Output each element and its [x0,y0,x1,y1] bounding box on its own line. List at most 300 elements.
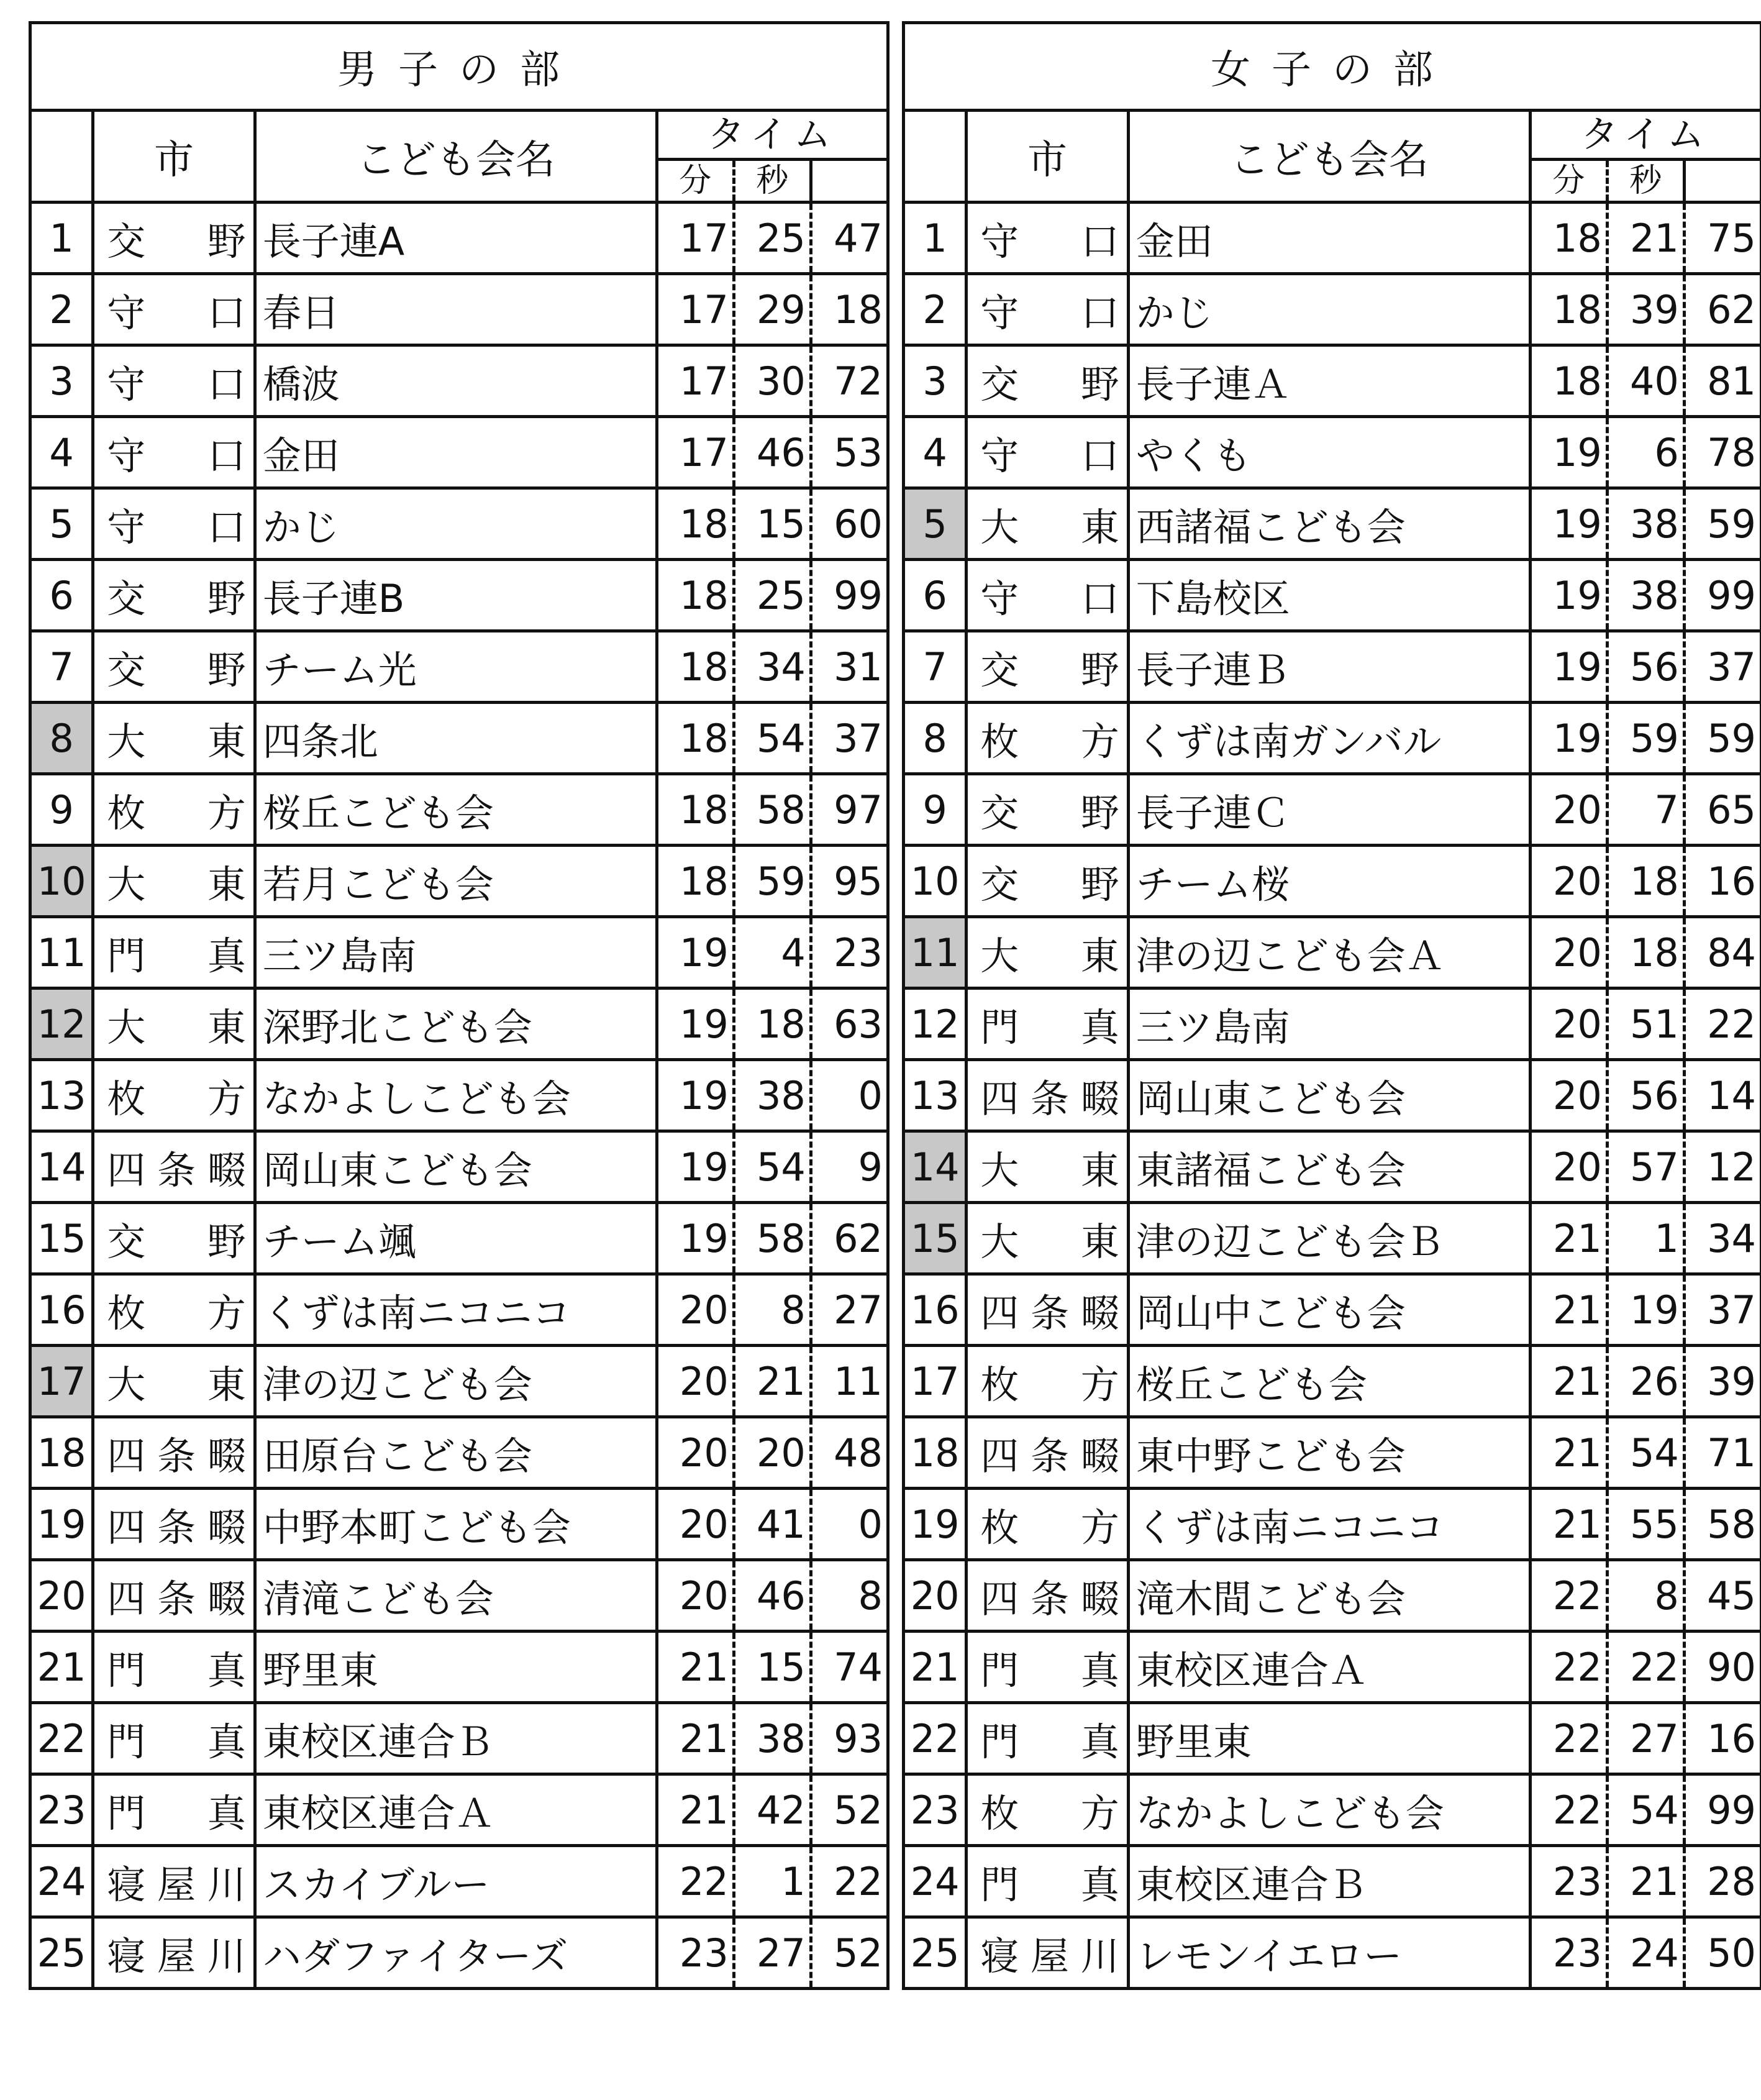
city-cell: 枚方 [93,1060,255,1131]
time-fraction-cell: 48 [811,1417,888,1489]
result-row [30,1703,888,1774]
city-cell: 門真 [967,1846,1128,1917]
time-minutes-cell: 17 [657,203,734,274]
result-row [904,703,1761,774]
rank-cell: 22 [30,1703,93,1774]
rank-cell: 13 [30,1060,93,1131]
time-header: タイム [1530,111,1761,160]
time-fraction-cell: 52 [811,1774,888,1846]
girls-results-panel [902,21,1761,1990]
city-cell: 枚方 [967,1489,1128,1560]
time-seconds-cell: 21 [1607,203,1684,274]
club-name-cell: 東校区連合Ａ [255,1774,657,1846]
time-minutes-cell: 18 [657,631,734,703]
result-row [30,1774,888,1846]
time-minutes-cell: 23 [1530,1917,1607,1989]
seconds-header: 秒 [1607,160,1684,203]
rank-cell: 10 [904,846,967,917]
time-fraction-cell: 99 [1684,560,1761,631]
time-fraction-cell: 37 [1684,1274,1761,1346]
club-name-cell: 東校区連合Ｂ [255,1703,657,1774]
time-seconds-cell: 46 [734,417,811,488]
rank-cell: 19 [904,1489,967,1560]
club-name-cell: 桜丘こども会 [255,774,657,846]
time-fraction-cell: 95 [811,846,888,917]
club-name-cell: かじ [255,488,657,560]
rank-cell: 3 [904,345,967,417]
result-row [30,417,888,488]
rank-cell: 16 [30,1274,93,1346]
rank-cell: 1 [904,203,967,274]
rank-header-cell [904,111,967,203]
time-fraction-cell: 39 [1684,1346,1761,1417]
rank-cell: 9 [904,774,967,846]
city-cell: 寝屋川 [93,1846,255,1917]
city-cell: 四条畷 [967,1060,1128,1131]
time-seconds-cell: 34 [734,631,811,703]
time-fraction-cell: 72 [811,345,888,417]
result-row [30,1560,888,1632]
time-fraction-cell: 52 [811,1917,888,1989]
city-cell: 交野 [967,846,1128,917]
time-seconds-cell: 6 [1607,417,1684,488]
club-name-cell: 岡山中こども会 [1128,1274,1530,1346]
result-row [904,846,1761,917]
rank-cell: 6 [30,560,93,631]
club-name-cell: 三ツ島南 [1128,988,1530,1060]
time-minutes-cell: 20 [657,1489,734,1560]
time-fraction-cell: 37 [1684,631,1761,703]
result-row [904,488,1761,560]
city-cell: 枚方 [967,1774,1128,1846]
result-row [904,1703,1761,1774]
city-cell: 四条畷 [967,1560,1128,1632]
city-cell: 四条畷 [967,1274,1128,1346]
rank-cell: 15 [904,1203,967,1274]
time-fraction-cell: 65 [1684,774,1761,846]
club-name-cell: 東中野こども会 [1128,1417,1530,1489]
time-seconds-cell: 57 [1607,1131,1684,1203]
result-row [904,1489,1761,1560]
time-seconds-cell: 1 [1607,1203,1684,1274]
time-fraction-cell: 93 [811,1703,888,1774]
result-row [30,345,888,417]
club-name-cell: 春日 [255,274,657,345]
time-minutes-cell: 17 [657,417,734,488]
result-row [30,560,888,631]
time-seconds-cell: 59 [734,846,811,917]
time-fraction-cell: 99 [1684,1774,1761,1846]
rank-cell: 6 [904,560,967,631]
time-fraction-cell: 74 [811,1632,888,1703]
girls-section-title: 女子の部 [904,23,1761,111]
club-header: こども会名 [255,111,657,203]
result-row [904,417,1761,488]
club-name-cell: 桜丘こども会 [1128,1346,1530,1417]
club-name-cell: 野里東 [255,1632,657,1703]
city-cell: 大東 [93,988,255,1060]
city-cell: 枚方 [967,1346,1128,1417]
result-row [904,1346,1761,1417]
club-name-cell: 長子連Ａ [1128,345,1530,417]
time-seconds-cell: 15 [734,1632,811,1703]
club-name-cell: 野里東 [1128,1703,1530,1774]
city-cell: 寝屋川 [93,1917,255,1989]
club-name-cell: かじ [1128,274,1530,345]
rank-cell: 22 [904,1703,967,1774]
result-row [904,1417,1761,1489]
result-row [904,1917,1761,1989]
city-cell: 守口 [967,203,1128,274]
time-fraction-cell: 75 [1684,203,1761,274]
rank-cell: 24 [904,1846,967,1917]
time-minutes-cell: 23 [657,1917,734,1989]
time-minutes-cell: 21 [1530,1346,1607,1417]
time-fraction-cell: 71 [1684,1417,1761,1489]
rank-cell: 5 [30,488,93,560]
city-cell: 守口 [93,274,255,345]
time-fraction-cell: 9 [811,1131,888,1203]
time-seconds-cell: 27 [734,1917,811,1989]
city-cell: 大東 [93,1346,255,1417]
rank-cell: 12 [904,988,967,1060]
time-minutes-cell: 20 [1530,917,1607,988]
time-fraction-cell: 81 [1684,345,1761,417]
time-fraction-cell: 31 [811,631,888,703]
time-minutes-cell: 21 [657,1703,734,1774]
time-seconds-cell: 58 [734,1203,811,1274]
time-minutes-cell: 20 [657,1346,734,1417]
club-name-cell: 中野本町こども会 [255,1489,657,1560]
city-cell: 四条畷 [93,1489,255,1560]
rank-cell: 4 [904,417,967,488]
club-name-cell: 金田 [255,417,657,488]
club-name-cell: 金田 [1128,203,1530,274]
time-header: タイム [657,111,888,160]
city-cell: 枚方 [967,703,1128,774]
time-minutes-cell: 19 [657,988,734,1060]
time-minutes-cell: 17 [657,274,734,345]
time-minutes-cell: 19 [1530,560,1607,631]
result-row [30,1489,888,1560]
time-minutes-cell: 21 [1530,1274,1607,1346]
result-row [30,1917,888,1989]
result-row [30,846,888,917]
time-seconds-cell: 38 [734,1703,811,1774]
city-cell: 大東 [93,846,255,917]
club-name-cell: 岡山東こども会 [1128,1060,1530,1131]
city-cell: 交野 [967,345,1128,417]
result-row [30,203,888,274]
club-name-cell: チーム光 [255,631,657,703]
result-row [904,631,1761,703]
time-seconds-cell: 30 [734,345,811,417]
time-seconds-cell: 41 [734,1489,811,1560]
time-seconds-cell: 25 [734,203,811,274]
time-seconds-cell: 55 [1607,1489,1684,1560]
time-fraction-cell: 99 [811,560,888,631]
club-name-cell: 西諸福こども会 [1128,488,1530,560]
fraction-header [811,160,888,203]
city-cell: 門真 [967,1703,1128,1774]
city-cell: 大東 [967,1203,1128,1274]
time-minutes-cell: 19 [657,1131,734,1203]
result-row [30,1346,888,1417]
result-row [30,1131,888,1203]
time-seconds-cell: 51 [1607,988,1684,1060]
result-row [30,1632,888,1703]
girls-table-body [904,23,1761,1989]
time-seconds-cell: 40 [1607,345,1684,417]
time-fraction-cell: 62 [811,1203,888,1274]
time-minutes-cell: 20 [657,1417,734,1489]
time-fraction-cell: 18 [811,274,888,345]
rank-cell: 20 [904,1560,967,1632]
time-seconds-cell: 59 [1607,703,1684,774]
time-seconds-cell: 38 [1607,488,1684,560]
club-name-cell: 東校区連合Ａ [1128,1632,1530,1703]
city-cell: 大東 [93,703,255,774]
result-row [904,1560,1761,1632]
boys-results-table [29,21,890,1990]
time-fraction-cell: 8 [811,1560,888,1632]
time-fraction-cell: 84 [1684,917,1761,988]
club-name-cell: 長子連Ｃ [1128,774,1530,846]
result-row [30,774,888,846]
time-fraction-cell: 90 [1684,1632,1761,1703]
rank-cell: 17 [904,1346,967,1417]
club-name-cell: 深野北こども会 [255,988,657,1060]
city-header: 市 [967,111,1128,203]
club-name-cell: 長子連B [255,560,657,631]
time-seconds-cell: 15 [734,488,811,560]
city-cell: 守口 [93,345,255,417]
city-cell: 交野 [967,631,1128,703]
club-name-cell: 岡山東こども会 [255,1131,657,1203]
rank-cell: 2 [30,274,93,345]
club-name-cell: くずは南ニコニコ [255,1274,657,1346]
time-seconds-cell: 58 [734,774,811,846]
result-row [904,345,1761,417]
time-minutes-cell: 22 [1530,1774,1607,1846]
time-fraction-cell: 47 [811,203,888,274]
result-row [30,1203,888,1274]
time-fraction-cell: 27 [811,1274,888,1346]
rank-cell: 18 [904,1417,967,1489]
boys-section-title: 男子の部 [30,23,888,111]
time-minutes-cell: 18 [1530,345,1607,417]
club-name-cell: レモンイエロー [1128,1917,1530,1989]
club-name-cell: ハダファイターズ [255,1917,657,1989]
club-name-cell: 津の辺こども会Ａ [1128,917,1530,988]
rank-cell: 4 [30,417,93,488]
time-minutes-cell: 19 [1530,488,1607,560]
rank-cell: 7 [904,631,967,703]
result-row [904,274,1761,345]
time-seconds-cell: 21 [734,1346,811,1417]
club-name-cell: なかよしこども会 [255,1060,657,1131]
club-name-cell: 東諸福こども会 [1128,1131,1530,1203]
boys-table-body [30,23,888,1989]
rank-cell: 11 [30,917,93,988]
city-cell: 門真 [967,988,1128,1060]
time-minutes-cell: 19 [1530,631,1607,703]
time-minutes-cell: 19 [657,917,734,988]
time-seconds-cell: 21 [1607,1846,1684,1917]
time-seconds-cell: 27 [1607,1703,1684,1774]
rank-cell: 8 [904,703,967,774]
city-cell: 守口 [967,417,1128,488]
time-minutes-cell: 17 [657,345,734,417]
time-seconds-cell: 54 [734,703,811,774]
club-name-cell: 津の辺こども会Ｂ [1128,1203,1530,1274]
result-row [904,1846,1761,1917]
city-header: 市 [93,111,255,203]
time-minutes-cell: 21 [657,1632,734,1703]
city-cell: 四条畷 [93,1417,255,1489]
city-cell: 交野 [967,774,1128,846]
city-cell: 交野 [93,631,255,703]
time-seconds-cell: 46 [734,1560,811,1632]
club-header: こども会名 [1128,111,1530,203]
club-name-cell: 滝木間こども会 [1128,1560,1530,1632]
club-name-cell: やくも [1128,417,1530,488]
time-seconds-cell: 54 [734,1131,811,1203]
time-minutes-cell: 19 [1530,703,1607,774]
rank-cell: 12 [30,988,93,1060]
club-name-cell: スカイブルー [255,1846,657,1917]
time-fraction-cell: 14 [1684,1060,1761,1131]
result-row [904,1774,1761,1846]
time-seconds-cell: 8 [1607,1560,1684,1632]
time-seconds-cell: 18 [1607,846,1684,917]
club-name-cell: 三ツ島南 [255,917,657,988]
result-row [904,917,1761,988]
time-minutes-cell: 20 [657,1560,734,1632]
city-cell: 門真 [93,917,255,988]
time-fraction-cell: 16 [1684,846,1761,917]
time-seconds-cell: 42 [734,1774,811,1846]
result-row [904,203,1761,274]
city-cell: 門真 [967,1632,1128,1703]
rank-cell: 19 [30,1489,93,1560]
rank-cell: 11 [904,917,967,988]
city-cell: 枚方 [93,774,255,846]
time-fraction-cell: 0 [811,1489,888,1560]
result-row [904,774,1761,846]
time-seconds-cell: 38 [1607,560,1684,631]
time-minutes-cell: 22 [657,1846,734,1917]
result-row [904,1060,1761,1131]
city-cell: 守口 [967,274,1128,345]
city-cell: 寝屋川 [967,1917,1128,1989]
time-fraction-cell: 58 [1684,1489,1761,1560]
city-cell: 守口 [967,560,1128,631]
club-name-cell: 橋波 [255,345,657,417]
time-seconds-cell: 7 [1607,774,1684,846]
city-cell: 四条畷 [93,1560,255,1632]
time-fraction-cell: 23 [811,917,888,988]
time-seconds-cell: 18 [1607,917,1684,988]
rank-cell: 13 [904,1060,967,1131]
time-minutes-cell: 20 [1530,846,1607,917]
time-minutes-cell: 18 [1530,203,1607,274]
city-cell: 交野 [93,203,255,274]
club-name-cell: 長子連A [255,203,657,274]
time-fraction-cell: 12 [1684,1131,1761,1203]
rank-cell: 5 [904,488,967,560]
time-fraction-cell: 11 [811,1346,888,1417]
time-minutes-cell: 18 [657,488,734,560]
time-minutes-cell: 20 [1530,774,1607,846]
time-fraction-cell: 62 [1684,274,1761,345]
rank-cell: 3 [30,345,93,417]
time-seconds-cell: 20 [734,1417,811,1489]
time-minutes-cell: 22 [1530,1703,1607,1774]
result-row [30,1846,888,1917]
time-minutes-cell: 23 [1530,1846,1607,1917]
time-minutes-cell: 18 [657,560,734,631]
time-seconds-cell: 18 [734,988,811,1060]
seconds-header: 秒 [734,160,811,203]
time-minutes-cell: 18 [657,774,734,846]
time-seconds-cell: 54 [1607,1774,1684,1846]
rank-cell: 14 [904,1131,967,1203]
result-row [904,988,1761,1060]
time-fraction-cell: 0 [811,1060,888,1131]
result-row [30,917,888,988]
time-fraction-cell: 34 [1684,1203,1761,1274]
club-name-cell: 長子連Ｂ [1128,631,1530,703]
rank-cell: 25 [904,1917,967,1989]
rank-cell: 24 [30,1846,93,1917]
result-row [904,1203,1761,1274]
city-cell: 四条畷 [967,1417,1128,1489]
time-fraction-cell: 50 [1684,1917,1761,1989]
rank-cell: 21 [904,1632,967,1703]
time-seconds-cell: 56 [1607,631,1684,703]
rank-cell: 8 [30,703,93,774]
time-fraction-cell: 28 [1684,1846,1761,1917]
rank-cell: 1 [30,203,93,274]
girls-results-table [902,21,1761,1990]
city-cell: 門真 [93,1703,255,1774]
fraction-header [1684,160,1761,203]
city-cell: 守口 [93,417,255,488]
club-name-cell: チーム颯 [255,1203,657,1274]
time-minutes-cell: 18 [657,703,734,774]
result-row [30,1274,888,1346]
club-name-cell: 津の辺こども会 [255,1346,657,1417]
club-name-cell: チーム桜 [1128,846,1530,917]
time-minutes-cell: 20 [1530,1060,1607,1131]
time-fraction-cell: 22 [1684,988,1761,1060]
club-name-cell: くずは南ニコニコ [1128,1489,1530,1560]
time-minutes-cell: 22 [1530,1560,1607,1632]
time-fraction-cell: 53 [811,417,888,488]
time-fraction-cell: 45 [1684,1560,1761,1632]
result-row [30,988,888,1060]
club-name-cell: 清滝こども会 [255,1560,657,1632]
time-seconds-cell: 4 [734,917,811,988]
rank-cell: 2 [904,274,967,345]
time-seconds-cell: 54 [1607,1417,1684,1489]
time-minutes-cell: 21 [1530,1489,1607,1560]
time-fraction-cell: 97 [811,774,888,846]
club-name-cell: 若月こども会 [255,846,657,917]
minutes-header: 分 [657,160,734,203]
result-row [30,274,888,345]
